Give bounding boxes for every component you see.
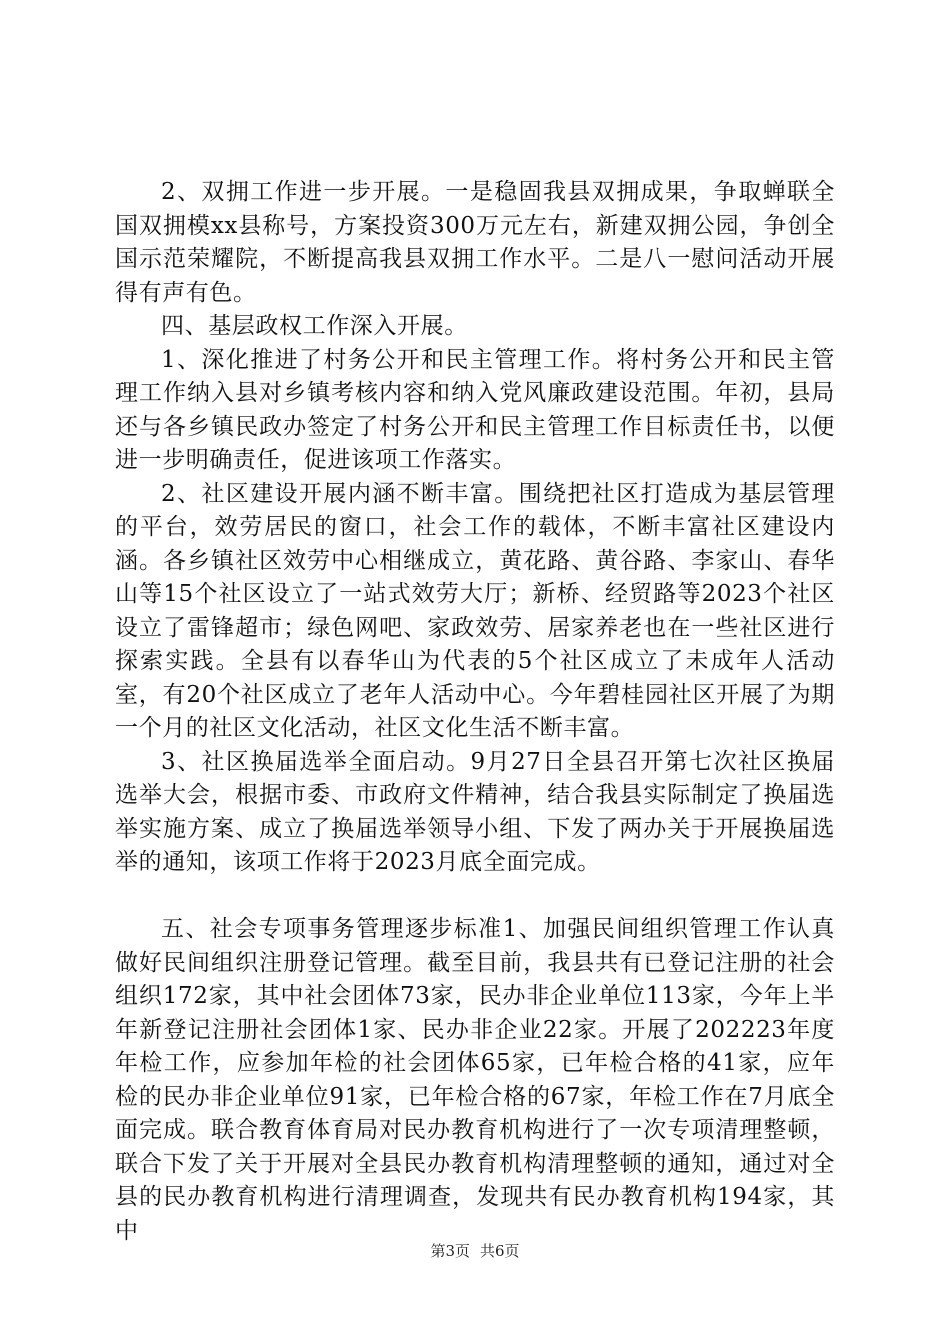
page-footer (0, 1241, 950, 1261)
page-total: 共6页 (480, 1242, 520, 1260)
paragraph-shuangyong: 2、双拥工作进一步开展。一是稳固我县双拥成果，争取蝉联全国双拥模xx县称号，方案投资300万元左右，新建双拥公园，争创全国示范荣耀院，不断提高我县双拥工作水平。二是八一慰问活动开展得有声有色。 (115, 179, 835, 306)
paragraph-community-election: 3、社区换届选举全面启动。9月27日全县召开第七次社区换届选举大会，根据市委、市政府文件精神，结合我县实际制定了换届选举实施方案、成立了换届选举领导小组、下发了两办关于开展换届选举的通知，该项工作将于2023月底全面完成。 (115, 748, 835, 875)
section-heading-grassroots: 四、基层政权工作深入开展。 (161, 313, 468, 339)
document-body (115, 176, 835, 1248)
paragraph-community-building: 2、社区建设开展内涵不断丰富。围绕把社区打造成为基层管理的平台，效劳居民的窗口，社会工作的载体，不断丰富社区建设内涵。各乡镇社区效劳中心相继成立，黄花路、黄谷路、李家山、春华山等15个社区设立了一站式效劳大厅；新桥、经贸路等2023个社区设立了雷锋超市；绿色网吧、家政效劳、居家养老也在一些社区进行探索实践。全县有以春华山为代表的5个社区成立了未成年人活动室，有20个社区成立了老年人活动中心。今年碧桂园社区开展了为期一个月的社区文化活动，社区文化生活不断丰富。 (115, 480, 835, 741)
page-number: 第3页 (430, 1242, 470, 1260)
paragraph-social-affairs: 五、社会专项事务管理逐步标准1、加强民间组织管理工作认真做好民间组织注册登记管理。截至目前，我县共有已登记注册的社会组织172家，其中社会团体73家，民办非企业单位113家，今年上半年新登记注册社会团体1家、民办非企业22家。开展了202223年度年检工作，应参加年检的社会团体65家，已年检合格的41家，应年检的民办非企业单位91家，已年检合格的67家，年检工作在7月底全面完成。联合教育体育局对民办教育机构进行了一次专项清理整顿，联合下发了关于开展对全县民办教育机构清理整顿的通知，通过对全县的民办教育机构进行清理调查，发现共有民办教育机构194家，其中 (115, 916, 835, 1244)
paragraph-village-affairs: 1、深化推进了村务公开和民主管理工作。将村务公开和民主管理工作纳入县对乡镇考核内容和纳入党风廉政建设范围。年初，县局还与各乡镇民政办签定了村务公开和民主管理工作目标责任书，以便进一步明确责任，促进该项工作落实。 (115, 346, 835, 473)
